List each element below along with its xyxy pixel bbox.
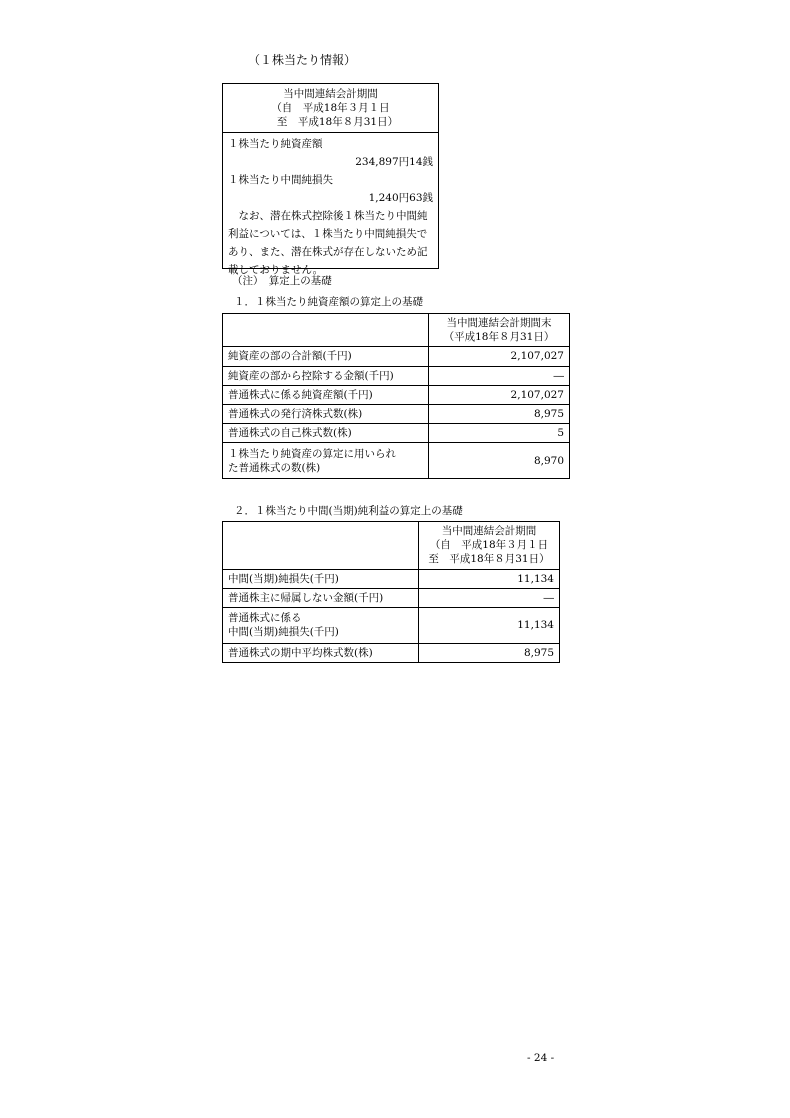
row-label-line: 普通株式に係る <box>228 612 302 625</box>
row-label <box>223 607 419 643</box>
row-label: 普通株式の自己株式数(株) <box>223 424 429 443</box>
summary-header-line: 至 平成18年８月31日） <box>276 116 399 129</box>
net-assets-value: 234,897円14銭 <box>355 155 433 168</box>
row-value: ― <box>429 366 570 385</box>
summary-body <box>223 133 438 281</box>
table-header-blank <box>223 314 429 347</box>
table2-title: ２．１株当たり中間(当期)純利益の算定上の基礎 <box>234 505 463 517</box>
row-value: ― <box>419 588 560 607</box>
row-label: 純資産の部の合計額(千円) <box>223 347 429 366</box>
table-row <box>223 366 570 385</box>
net-loss-basis-table <box>222 521 560 663</box>
table-row <box>223 385 570 404</box>
table-header-row <box>223 522 560 570</box>
table-row <box>223 643 560 662</box>
per-share-summary-box <box>222 83 439 276</box>
page-number: - 24 - <box>527 1052 555 1064</box>
row-label: 普通株式の期中平均株式数(株) <box>223 643 419 662</box>
header-line: （自 平成18年３月１日 <box>429 539 549 552</box>
row-label: 普通株主に帰属しない金額(千円) <box>223 588 419 607</box>
row-value: 5 <box>429 424 570 443</box>
row-value: 8,975 <box>429 404 570 423</box>
header-line: （平成18年８月31日） <box>443 331 555 344</box>
table-row <box>223 588 560 607</box>
basis-title: （注） 算定上の基礎 <box>232 275 332 287</box>
row-label: 普通株式の発行済株式数(株) <box>223 404 429 423</box>
header-line: 当中間連結会計期間末 <box>446 317 552 329</box>
row-value: 8,975 <box>419 643 560 662</box>
net-loss-value: 1,240円63銭 <box>368 191 433 204</box>
row-label <box>223 443 429 479</box>
row-value: 2,107,027 <box>429 385 570 404</box>
row-label-line: た普通株式の数(株) <box>228 461 321 474</box>
header-line: 至 平成18年８月31日） <box>428 553 550 566</box>
row-label: 中間(当期)純損失(千円) <box>223 569 419 588</box>
summary-header <box>223 84 438 133</box>
table-row <box>223 404 570 423</box>
row-label-line: １株当たり純資産の算定に用いられ <box>228 447 396 460</box>
table-header-period <box>429 314 570 347</box>
row-value: 11,134 <box>419 569 560 588</box>
row-value: 2,107,027 <box>429 347 570 366</box>
summary-header-line: （自 平成18年３月１日 <box>271 102 390 115</box>
net-assets-label: １株当たり純資産額 <box>228 137 323 150</box>
row-label: 純資産の部から控除する金額(千円) <box>223 366 429 385</box>
table-header-period <box>419 522 560 570</box>
table1-title: １．１株当たり純資産額の算定上の基礎 <box>234 296 423 308</box>
table-row <box>223 569 560 588</box>
table-row <box>223 443 570 479</box>
table-header-blank <box>223 522 419 570</box>
section-title: （１株当たり情報） <box>248 53 357 67</box>
header-line: 当中間連結会計期間 <box>441 525 537 537</box>
net-assets-basis-table <box>222 313 570 479</box>
row-label-line: 中間(当期)純損失(千円) <box>228 626 339 639</box>
summary-header-line: 当中間連結会計期間 <box>283 88 378 100</box>
row-value: 8,970 <box>429 443 570 479</box>
table-row <box>223 607 560 643</box>
row-label: 普通株式に係る純資産額(千円) <box>223 385 429 404</box>
summary-note: なお、潜在株式控除後１株当たり中間純利益については、１株当たり中間純損失であり、また、潜在株式が存在しないため記載しておりません。 <box>228 209 428 276</box>
row-value: 11,134 <box>419 607 560 643</box>
table-header-row <box>223 314 570 347</box>
table-row <box>223 424 570 443</box>
net-loss-label: １株当たり中間純損失 <box>228 173 333 186</box>
table-row <box>223 347 570 366</box>
